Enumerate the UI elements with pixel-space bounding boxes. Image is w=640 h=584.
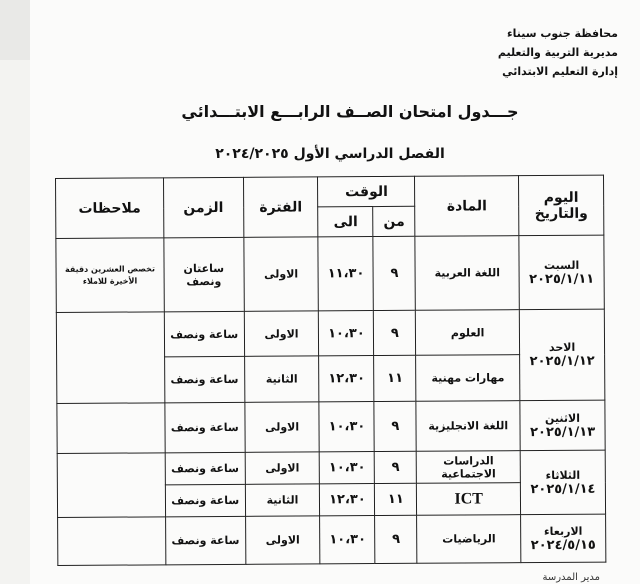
from-cell: ٩ (375, 451, 417, 483)
day-name: السبت (543, 258, 580, 272)
subject-cell: ICT (417, 483, 521, 516)
footer-signature-fragment: مدير المدرسة (542, 572, 600, 583)
period-cell: الاولى (245, 452, 320, 484)
duration-cell: ساعة ونصف (165, 452, 245, 484)
duration-cell: ساعة ونصف (165, 402, 245, 452)
notes-cell (57, 453, 165, 518)
notes-cell (56, 312, 164, 404)
term-title: الفصل الدراسي الأول ٢٠٢٤/٢٠٢٥ (215, 146, 445, 162)
duration-cell: ساعة ونصف (164, 356, 244, 402)
header-to: الى (318, 207, 373, 237)
to-cell: ١٠،٣٠ (319, 311, 374, 356)
exam-date: ٢٠٢٤/٥/١٥ (530, 537, 596, 553)
duration-cell: ساعة ونصف (164, 311, 244, 356)
table-row (57, 400, 605, 453)
header-from: من (373, 206, 415, 236)
from-cell: ١١ (375, 483, 417, 515)
period-cell: الثانية (244, 356, 319, 402)
exam-schedule-table (55, 175, 606, 566)
period-cell: الاولى (244, 237, 319, 311)
day-date-cell (519, 235, 604, 310)
exam-title: جـــدول امتحان الصــف الرابـــع الابتـــدائي (181, 102, 519, 121)
header-period: الفترة (243, 177, 318, 237)
administration-line: إدارة التعليم الابتدائي (502, 65, 618, 78)
day-date-cell (521, 514, 606, 563)
day-date-cell (520, 450, 605, 515)
subject-cell: العلوم (416, 310, 520, 356)
day-name: الاثنين (544, 411, 581, 425)
notes-cell (57, 403, 165, 454)
to-cell: ١٠،٣٠ (319, 402, 374, 452)
period-cell: الاولى (245, 402, 320, 452)
from-cell: ٩ (373, 236, 415, 310)
header-notes: ملاحظات (56, 178, 164, 239)
subject-cell: مهارات مهنية (416, 355, 520, 402)
to-cell: ١٠،٣٠ (320, 516, 375, 564)
table-row (57, 450, 605, 485)
from-cell: ٩ (375, 515, 417, 563)
subject-cell: اللغة العربية (415, 236, 519, 311)
day-date-cell (519, 309, 604, 401)
to-cell: ١٠،٣٠ (320, 452, 375, 484)
period-cell: الثانية (245, 484, 320, 516)
table-row (56, 309, 604, 357)
governorate-line: محافظة جنوب سيناء (506, 27, 618, 40)
to-cell: ١١،٣٠ (318, 237, 373, 311)
duration-cell: ساعة ونصف (165, 516, 245, 564)
issuer-header (498, 24, 618, 81)
from-cell: ١١ (374, 355, 416, 401)
notes-cell: تخصص العشرين دقيقة الأخيرة للاملاء (56, 238, 164, 313)
day-name: الثلاثاء (545, 468, 581, 482)
period-cell: الاولى (244, 311, 319, 356)
exam-date: ٢٠٢٥/١/١٣ (530, 424, 596, 440)
from-cell: ٩ (374, 401, 416, 451)
subject-cell: الرياضيات (417, 515, 521, 564)
notes-cell (58, 517, 166, 566)
from-cell: ٩ (374, 310, 416, 355)
to-cell: ١٢،٣٠ (319, 356, 374, 402)
day-name: الاربعاء (543, 524, 583, 538)
subject-cell: اللغة الانجليزية (416, 401, 520, 452)
duration-cell: ساعة ونصف (165, 484, 245, 516)
day-name: الاحد (548, 340, 576, 354)
to-cell: ١٢،٣٠ (320, 484, 375, 516)
day-date-cell (520, 400, 605, 451)
header-duration: الزمن (163, 177, 243, 237)
header-day-date: اليوم والتاريخ (519, 175, 604, 236)
directorate-line: مديرية التربية والتعليم (497, 46, 618, 59)
exam-date: ٢٠٢٥/١/١١ (529, 271, 595, 287)
period-cell: الاولى (245, 516, 320, 564)
exam-date: ٢٠٢٥/١/١٢ (529, 353, 595, 370)
table-row (56, 235, 604, 312)
exam-date: ٢٠٢٥/١/١٤ (530, 481, 596, 497)
subject-cell: الدراسات الاجتماعية (417, 451, 521, 484)
header-subject: المادة (415, 176, 519, 237)
table-row (58, 514, 606, 565)
exam-schedule-sheet (30, 0, 640, 584)
header-time: الوقت (318, 176, 415, 207)
duration-cell: ساعتان ونصف (164, 237, 244, 311)
